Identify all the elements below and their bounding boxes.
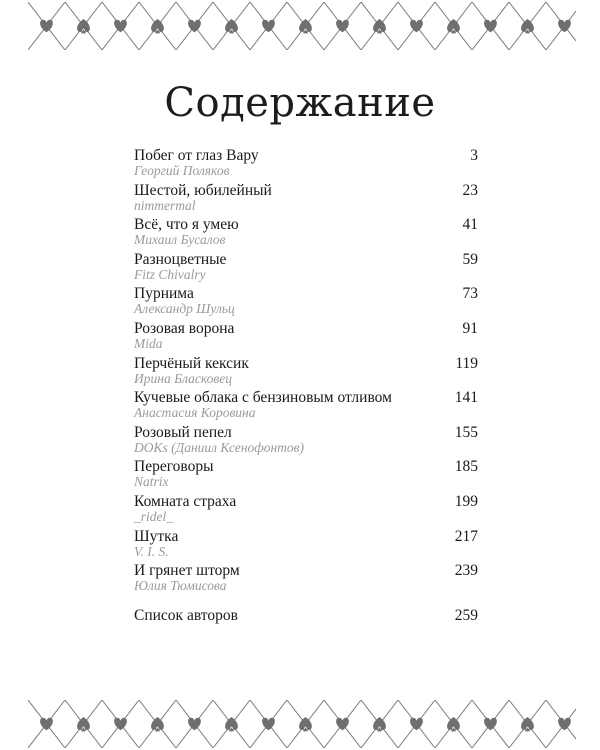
- toc-entry[interactable]: [134, 560, 478, 595]
- spade-icon: [373, 19, 386, 33]
- spade-icon: [299, 717, 312, 731]
- entry-page-number: 185: [454, 458, 478, 476]
- heart-icon: [40, 718, 53, 731]
- entry-page-number: 23: [462, 181, 478, 199]
- entry-author: Ирина Бласковец: [134, 370, 232, 386]
- spade-icon: [447, 19, 460, 33]
- heart-icon: [40, 20, 53, 33]
- heart-icon: [410, 718, 423, 731]
- heart-icon: [188, 20, 201, 33]
- entry-title: И грянет шторм: [134, 562, 240, 580]
- entry-page-number: 259: [454, 606, 478, 624]
- entry-title: Кучевые облака с бензиновым отливом: [134, 389, 392, 407]
- card-suit-border: [28, 2, 576, 50]
- entry-page-number: 217: [454, 527, 478, 545]
- spade-icon: [299, 19, 312, 33]
- entry-page-number: 239: [454, 562, 478, 580]
- top-ornament-border: [28, 2, 576, 50]
- heart-icon: [114, 718, 127, 731]
- toc-entry[interactable]: [134, 456, 478, 491]
- entry-title: Побег от глаз Вару: [134, 147, 259, 164]
- heart-icon: [336, 20, 349, 33]
- toc-entry[interactable]: [134, 353, 478, 388]
- entry-title: Пурнима: [134, 285, 194, 303]
- entry-page-number: 155: [454, 423, 478, 441]
- heart-icon: [262, 20, 275, 33]
- entry-author: Natrix: [134, 474, 169, 490]
- entry-title: Всё, что я умею: [134, 216, 239, 234]
- entry-title: Шестой, юбилейный: [134, 181, 272, 199]
- entry-title: Розовый пепел: [134, 423, 232, 441]
- entry-author: nimmermal: [134, 197, 196, 213]
- heart-icon: [484, 20, 497, 33]
- entry-page-number: 119: [455, 354, 478, 372]
- heart-icon: [558, 20, 571, 33]
- entry-title: Шутка: [134, 527, 179, 545]
- toc-entry[interactable]: [134, 526, 478, 561]
- heart-icon: [114, 20, 127, 33]
- page-title: Содержание: [164, 80, 436, 126]
- heart-icon: [484, 718, 497, 731]
- toc-entry[interactable]: [134, 387, 478, 422]
- entry-author: Анастасия Коровина: [134, 405, 256, 421]
- table-of-contents: [134, 145, 478, 639]
- toc-entry[interactable]: [134, 283, 478, 318]
- entry-author: Юлия Тюмисова: [134, 578, 227, 594]
- entry-page-number: 3: [470, 147, 478, 164]
- spade-icon: [373, 717, 386, 731]
- entry-title: Перчёный кексик: [134, 354, 249, 372]
- entry-page-number: 91: [462, 319, 478, 337]
- entry-author: Mida: [134, 335, 163, 351]
- entry-page-number: 199: [454, 492, 478, 510]
- toc-entry[interactable]: [134, 491, 478, 526]
- entry-title: Розовая ворона: [134, 319, 235, 337]
- spade-icon: [151, 717, 164, 731]
- heart-icon: [410, 20, 423, 33]
- toc-entry[interactable]: [134, 145, 478, 180]
- toc-entry[interactable]: [134, 422, 478, 457]
- spade-icon: [151, 19, 164, 33]
- entry-page-number: 141: [454, 389, 478, 407]
- toc-entry-author-list[interactable]: [134, 605, 478, 640]
- entry-author: Георгий Поляков: [134, 163, 230, 178]
- bottom-ornament-border: [28, 700, 576, 748]
- toc-entry[interactable]: [134, 249, 478, 284]
- entry-author: Михаил Бусалов: [134, 232, 226, 248]
- entry-title: Переговоры: [134, 458, 214, 476]
- entry-page-number: 59: [462, 250, 478, 268]
- entry-author: DOKs (Даниил Ксенофонтов): [134, 439, 305, 455]
- spade-icon: [521, 19, 534, 33]
- spade-icon: [225, 717, 238, 731]
- card-suit-border: [28, 700, 576, 748]
- entry-page-number: 73: [462, 285, 478, 303]
- spade-icon: [225, 19, 238, 33]
- spade-icon: [447, 717, 460, 731]
- spade-icon: [521, 717, 534, 731]
- toc-entry[interactable]: [134, 318, 478, 353]
- spade-icon: [77, 19, 90, 33]
- heart-icon: [188, 718, 201, 731]
- entry-title: Комната страха: [134, 492, 237, 510]
- entry-author: _ridel_: [134, 508, 173, 524]
- entry-title: Список авторов: [134, 606, 238, 624]
- entry-page-number: 41: [462, 216, 478, 234]
- heart-icon: [558, 718, 571, 731]
- entry-title: Разноцветные: [134, 250, 227, 268]
- toc-entry[interactable]: [134, 180, 478, 215]
- entry-author: V. I. S.: [134, 543, 169, 559]
- heart-icon: [262, 718, 275, 731]
- toc-entry[interactable]: [134, 214, 478, 249]
- entry-author: Fitz Chivalry: [134, 266, 206, 282]
- heart-icon: [336, 718, 349, 731]
- entry-author: Александр Шульц: [134, 301, 235, 317]
- spade-icon: [77, 717, 90, 731]
